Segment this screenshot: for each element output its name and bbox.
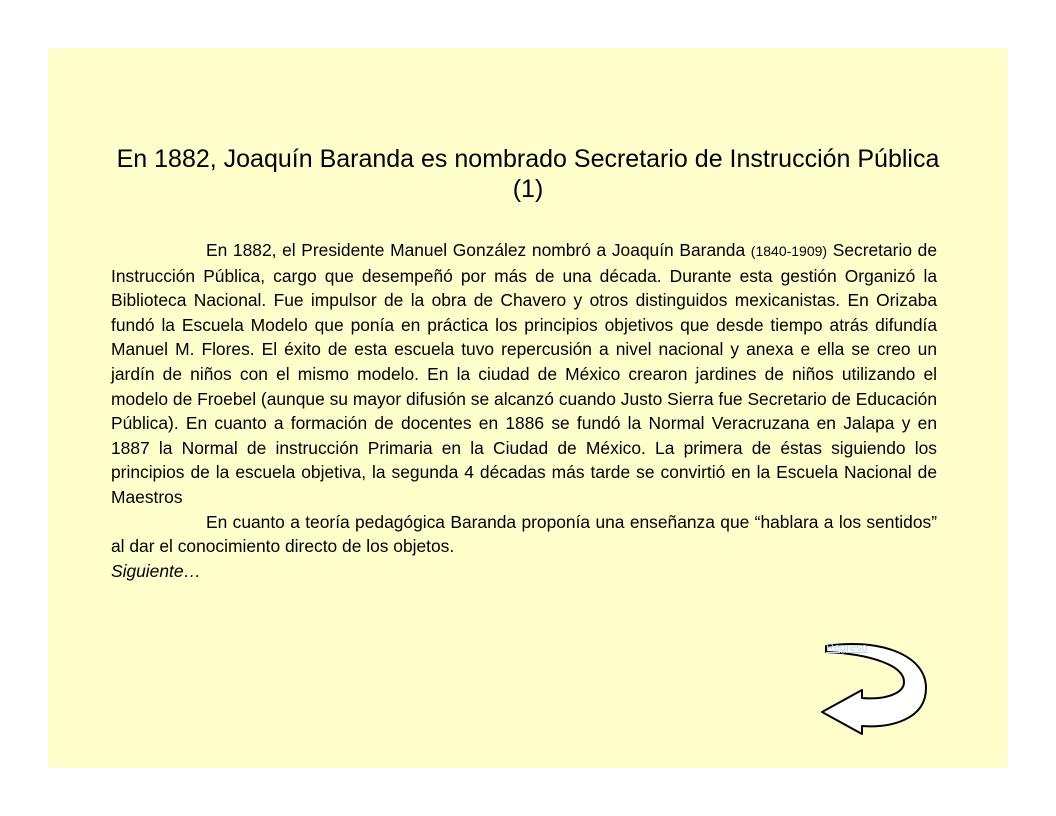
slide-body [111, 238, 937, 583]
return-link[interactable]: Regreso [826, 642, 868, 654]
slide [48, 48, 1008, 768]
paragraph-2: En cuanto a teoría pedagógica Baranda proponía una enseñanza que “hablara a los sentidos” al dar el conocimiento directo de los objetos. [111, 511, 937, 557]
next-link[interactable]: Siguiente… [111, 560, 201, 581]
paragraph-1-start: En 1882, el Presidente Manuel González nombró a Joaquín Baranda [206, 240, 751, 260]
slide-title: En 1882, Joaquín Baranda es nombrado Secretario de Instrucción Pública (1) [116, 145, 940, 203]
paragraph-1-dates: (1840-1909) [750, 243, 828, 259]
paragraph-1 [111, 238, 937, 510]
paragraph-1-rest: Secretario de Instrucción Pública, cargo que desempeñó por más de una década. Durante esta gestión Organizó la Biblioteca Nacional. Fue impulsor de la obra de Chavero y otros distinguidos mexicanistas. En Orizaba fundó la Escuela Modelo que ponía en práctica los principios objetivos que desde tiempo atrás difundía Manuel M. Flores. El éxito de esta escuela tuvo repercusión a nivel nacional y anexa e ella se creo un jardín de niños con el mismo modelo. En la ciudad de México crearon jardines de niños utilizando el modelo de Froebel (aunque su mayor difusión se alcanzó cuando Justo Sierra fue Secretario de Educación Pública). En cuanto a formación de docentes en 1886 se fundó la Normal Veracruzana en Jalapa y en 1887 la Normal de instrucción Primaria en la Ciudad de México. La primera de éstas siguiendo los principios de la escuela objetiva, la segunda 4 décadas más tarde se convirtió en la Escuela Nacional de Maestros [111, 240, 937, 507]
